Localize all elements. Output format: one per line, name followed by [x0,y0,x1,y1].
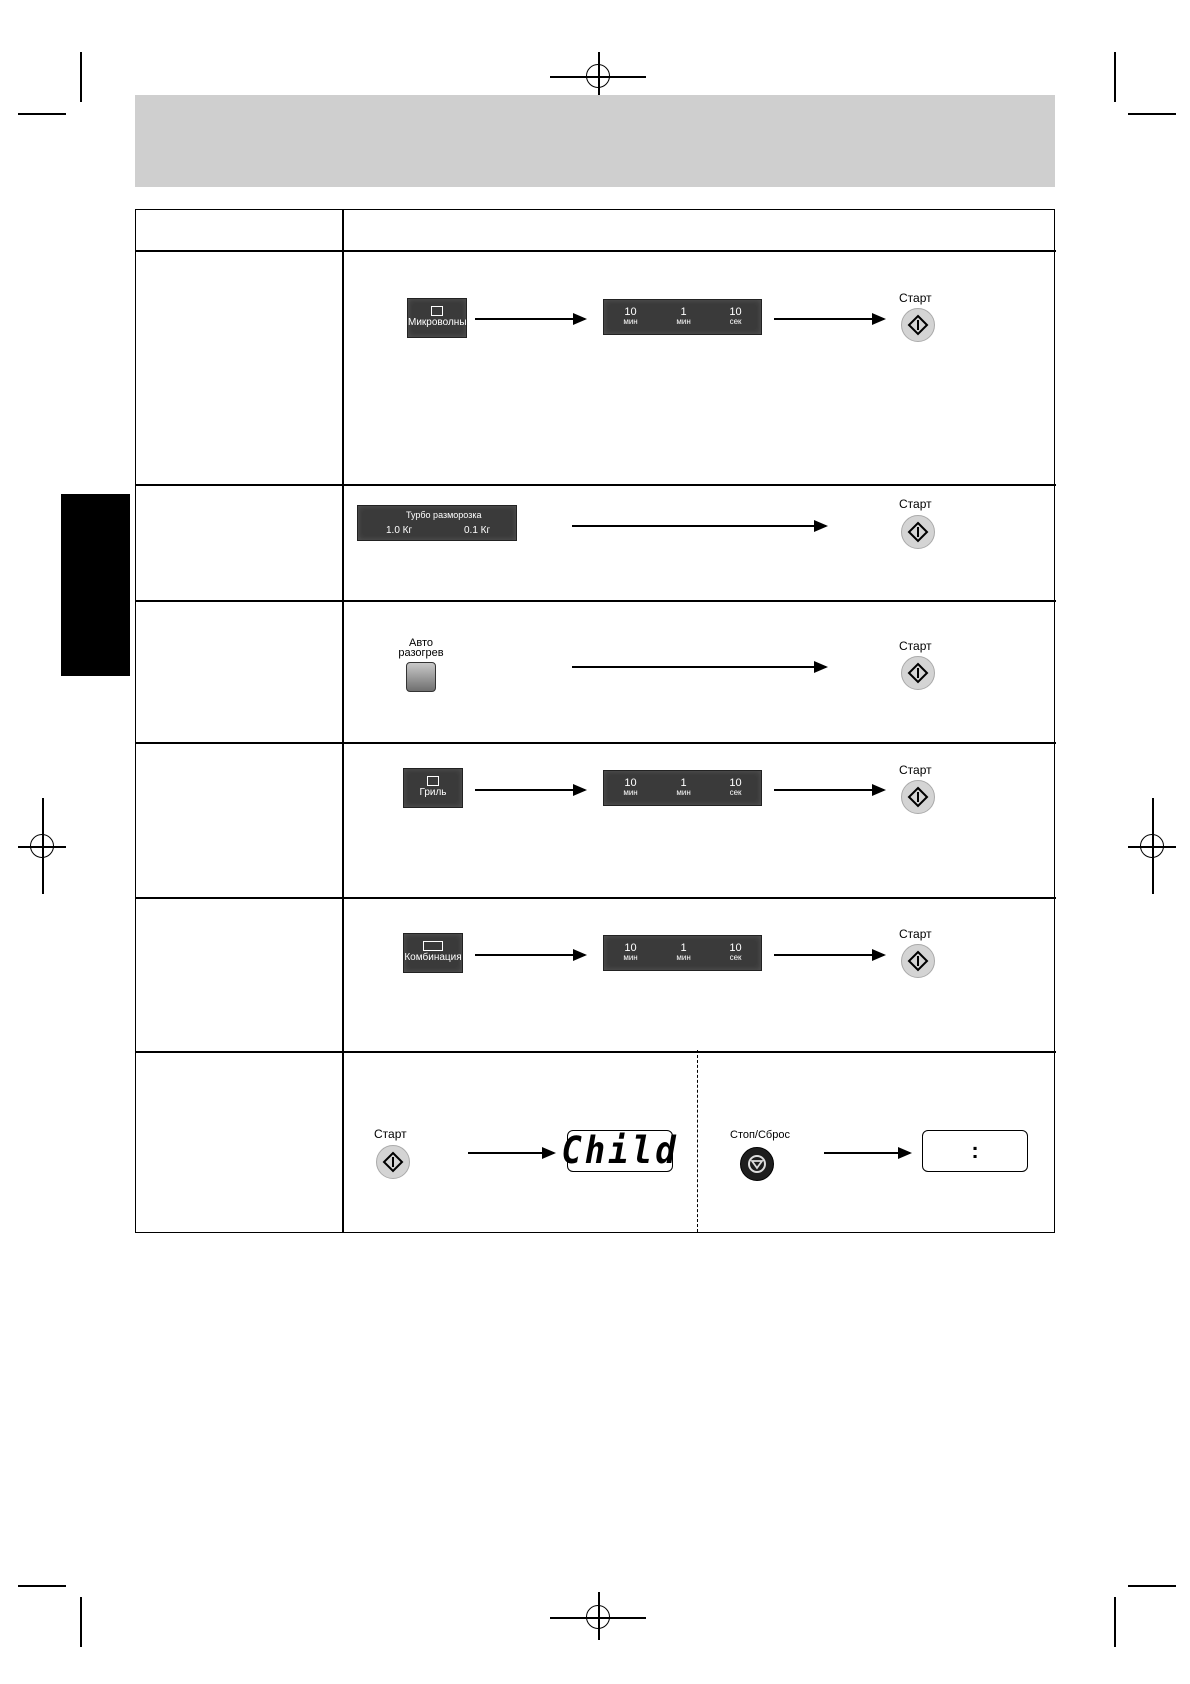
grill-icon [427,776,439,786]
instruction-table [135,209,1055,1233]
header-band [135,95,1055,187]
start-label: Старт [899,927,932,941]
start-label: Старт [899,497,932,511]
table-column-divider [342,209,344,1232]
start-button[interactable] [901,515,935,549]
start-button[interactable] [901,308,935,342]
start-button[interactable] [901,780,935,814]
flow-arrow [774,318,884,320]
timer-10min-button[interactable]: 10 мин [623,777,638,797]
start-button[interactable] [376,1145,410,1179]
microwave-label: Микроволны [408,317,467,328]
crop-mark [1128,1585,1176,1587]
timer-1min-button[interactable]: 1 мин [676,777,691,797]
turbo-left-weight: 1.0 Кг [386,525,413,536]
microwave-icon [431,306,443,316]
start-diamond-icon [907,662,929,684]
crop-mark [80,52,82,102]
registration-mark-circle [1140,834,1164,858]
flow-arrow [572,525,826,527]
crop-mark [18,113,66,115]
registration-mark-circle [586,64,610,88]
timer-10min-button[interactable]: 10 мин [623,306,638,326]
child-lock-display [561,1129,679,1173]
table-row-divider [135,250,1056,252]
combination-icon [423,941,443,951]
table-row-divider [135,1051,1056,1053]
section-side-tab [61,494,130,676]
crop-mark [80,1597,82,1647]
crop-mark [1114,52,1116,102]
flow-arrow [824,1152,910,1154]
grill-button[interactable] [403,768,463,808]
start-label: Старт [899,639,932,653]
timer-panel [603,299,762,335]
turbo-right-weight: 0.1 Кг [464,525,491,536]
grill-label: Гриль [419,787,447,798]
start-diamond-icon [907,786,929,808]
start-diamond-icon [907,950,929,972]
table-row-divider [135,897,1056,899]
turbo-defrost-panel[interactable] [357,505,517,541]
timer-1min-button[interactable]: 1 мин [676,306,691,326]
start-diamond-icon [907,521,929,543]
flow-arrow [475,789,585,791]
table-row-divider [135,600,1056,602]
combination-button[interactable] [403,933,463,973]
flow-arrow [468,1152,554,1154]
crop-mark [1128,113,1176,115]
clock-display [922,1130,1028,1172]
start-label: Старт [899,763,932,777]
flow-arrow [774,954,884,956]
stop-circle-icon [746,1153,768,1175]
timer-10sec-button[interactable]: 10 сек [729,777,742,797]
start-button[interactable] [901,944,935,978]
stop-reset-button[interactable] [740,1147,774,1181]
auto-reheat-label: Авто разогрев [398,637,444,659]
timer-10min-button[interactable]: 10 мин [623,942,638,962]
stop-reset-label: Стоп/Сброс [730,1129,790,1141]
auto-reheat-button[interactable] [406,662,436,692]
start-button[interactable] [901,656,935,690]
flow-arrow [572,666,826,668]
start-label: Старт [899,291,932,305]
clock-colon: : [971,1138,979,1163]
timer-10sec-button[interactable]: 10 сек [729,942,742,962]
start-diamond-icon [907,314,929,336]
crop-mark [1114,1597,1116,1647]
flow-arrow [774,789,884,791]
start-diamond-icon [382,1151,404,1173]
child-lock-divider [697,1050,698,1232]
flow-arrow [475,954,585,956]
table-row-divider [135,742,1056,744]
registration-mark-circle [30,834,54,858]
timer-panel [603,770,762,806]
timer-panel [603,935,762,971]
start-label: Старт [374,1127,407,1141]
timer-10sec-button[interactable]: 10 сек [729,306,742,326]
combination-label: Комбинация [404,952,462,963]
table-row-divider [135,484,1056,486]
crop-mark [18,1585,66,1587]
timer-1min-button[interactable]: 1 мин [676,942,691,962]
flow-arrow [475,318,585,320]
microwave-button[interactable] [407,298,467,338]
turbo-defrost-label: Турбо разморозка [406,510,482,520]
registration-mark-circle [586,1605,610,1629]
child-display-text: Child [561,1129,679,1173]
